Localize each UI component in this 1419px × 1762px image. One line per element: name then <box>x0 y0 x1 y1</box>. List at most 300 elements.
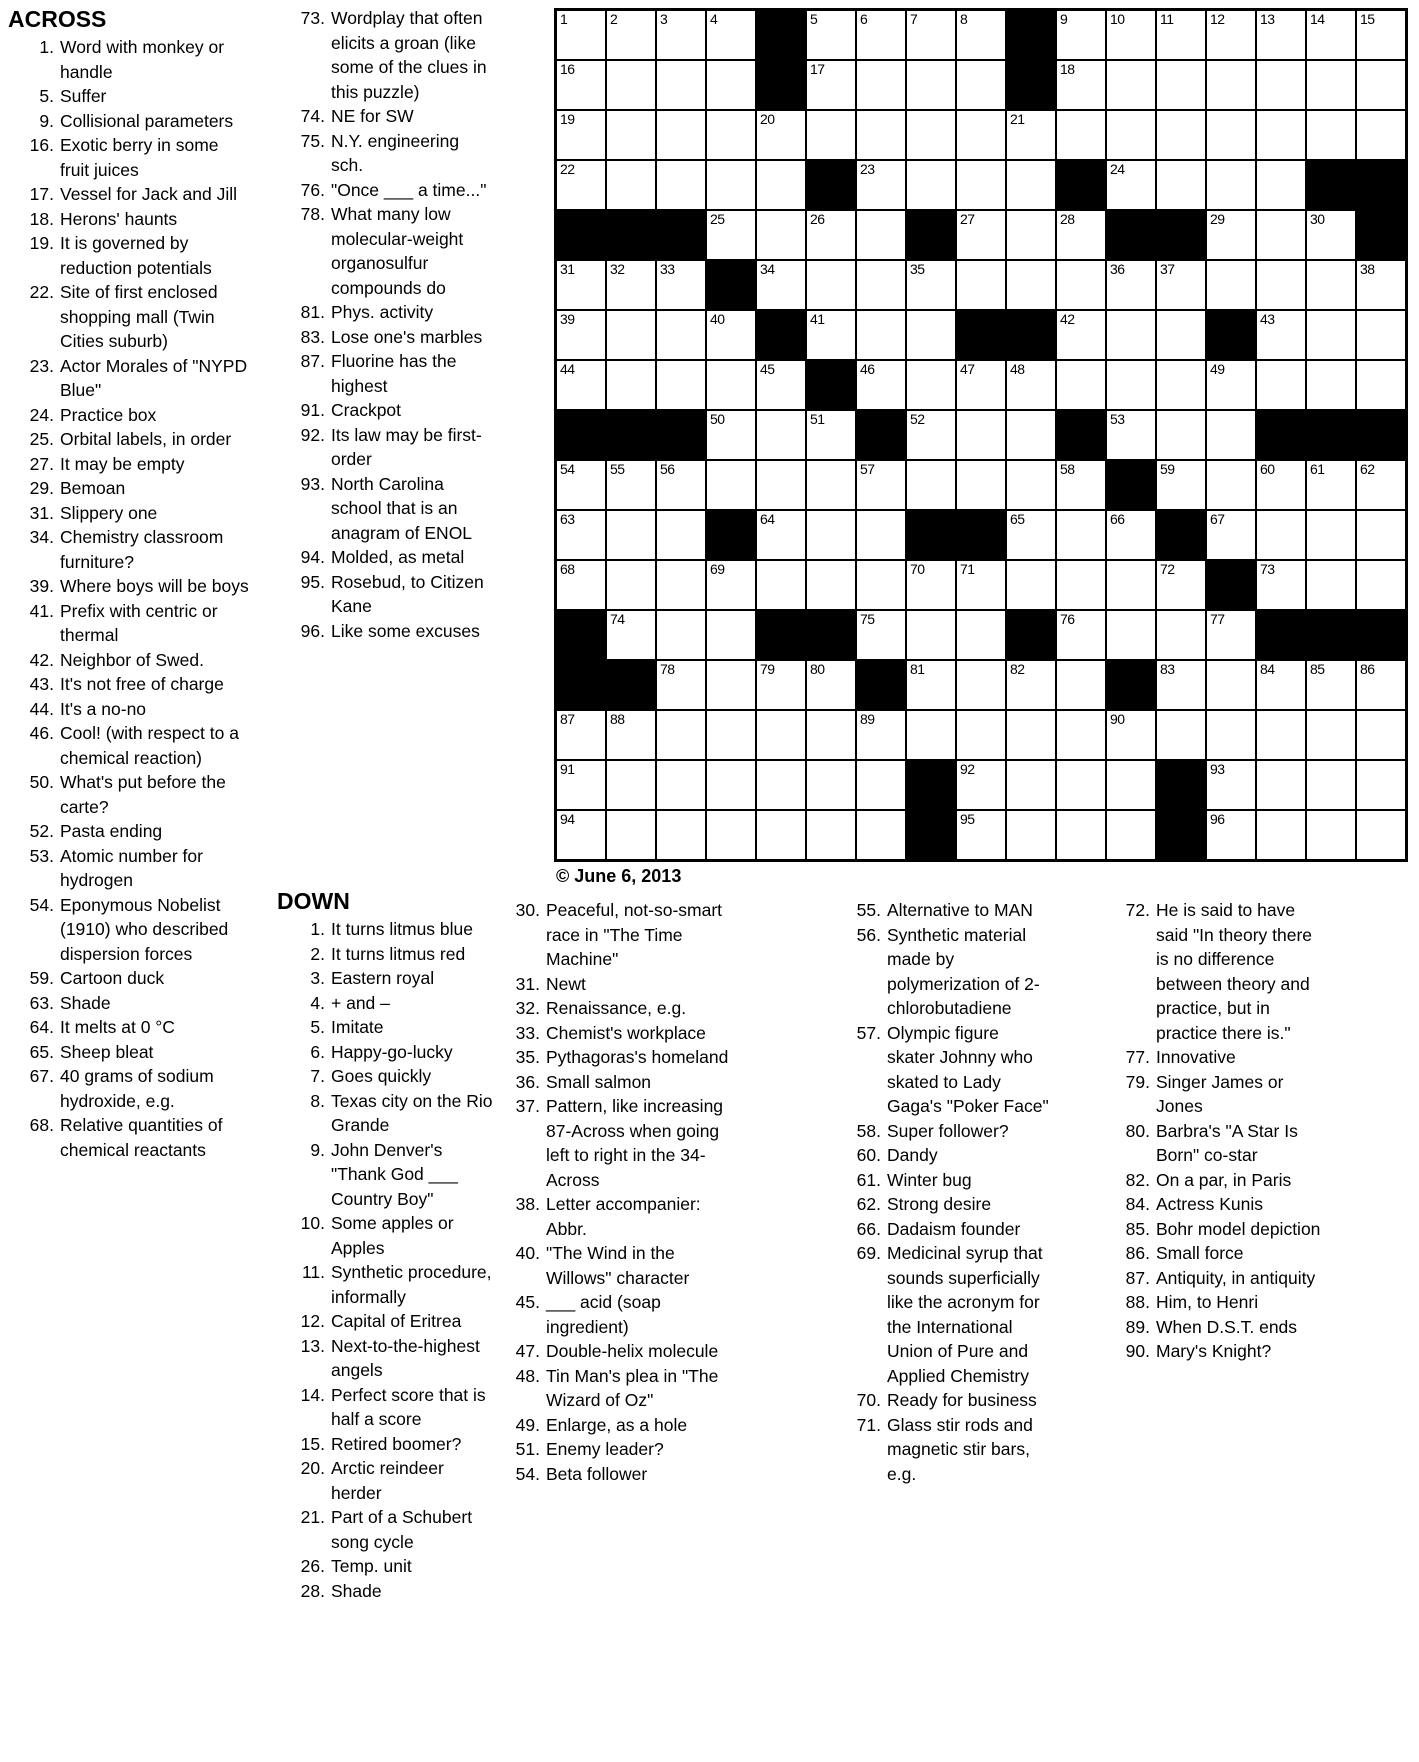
grid-cell[interactable] <box>956 10 1006 60</box>
grid-cell[interactable] <box>656 360 706 410</box>
grid-cell[interactable] <box>1256 660 1306 710</box>
grid-cell[interactable] <box>1156 310 1206 360</box>
grid-cell[interactable] <box>656 660 706 710</box>
grid-cell[interactable] <box>556 310 606 360</box>
grid-cell[interactable] <box>1206 810 1256 860</box>
grid-cell[interactable] <box>1106 110 1156 160</box>
grid-cell[interactable] <box>906 710 956 760</box>
cell-number: 53 <box>1110 411 1125 427</box>
grid-cell[interactable] <box>706 660 756 710</box>
grid-cell[interactable] <box>1256 360 1306 410</box>
grid-cell[interactable] <box>1006 360 1056 410</box>
grid-cell[interactable] <box>1056 110 1106 160</box>
clue-across-92 <box>277 423 493 472</box>
grid-cell[interactable] <box>1056 60 1106 110</box>
grid-cell[interactable] <box>956 260 1006 310</box>
grid-cell[interactable] <box>856 110 906 160</box>
clue-text: Fluorine has the highest <box>331 351 457 396</box>
grid-cell[interactable] <box>806 60 856 110</box>
clue-number: 45. <box>515 1292 540 1312</box>
grid-cell[interactable] <box>606 710 656 760</box>
grid-cell[interactable] <box>906 60 956 110</box>
grid-cell[interactable] <box>1256 810 1306 860</box>
grid-cell[interactable] <box>1056 610 1106 660</box>
grid-cell[interactable] <box>1356 760 1406 810</box>
grid-cell[interactable] <box>656 310 706 360</box>
grid-cell[interactable] <box>606 610 656 660</box>
grid-cell[interactable] <box>956 710 1006 760</box>
grid-cell[interactable] <box>756 360 806 410</box>
grid-cell[interactable] <box>1156 660 1206 710</box>
grid-cell[interactable] <box>1156 560 1206 610</box>
grid-cell[interactable] <box>1106 160 1156 210</box>
grid-cell[interactable] <box>756 260 806 310</box>
grid-cell[interactable] <box>1156 260 1206 310</box>
grid-cell[interactable] <box>1156 410 1206 460</box>
grid-cell[interactable] <box>656 260 706 310</box>
grid-cell[interactable] <box>1206 260 1256 310</box>
grid-cell[interactable] <box>606 560 656 610</box>
grid-cell[interactable] <box>1356 510 1406 560</box>
grid-cell[interactable] <box>1256 310 1306 360</box>
grid-cell[interactable] <box>1206 610 1256 660</box>
grid-cell[interactable] <box>1056 560 1106 610</box>
grid-cell[interactable] <box>1006 460 1056 510</box>
grid-cell[interactable] <box>856 260 906 310</box>
grid-cell[interactable] <box>1306 510 1356 560</box>
grid-cell[interactable] <box>1206 410 1256 460</box>
grid-cell[interactable] <box>1356 560 1406 610</box>
clue-text: Small salmon <box>546 1071 652 1092</box>
grid-cell[interactable] <box>1256 510 1306 560</box>
grid-cell[interactable] <box>756 210 806 260</box>
grid-cell[interactable] <box>556 560 606 610</box>
grid-cell[interactable] <box>956 60 1006 110</box>
grid-cell[interactable] <box>956 460 1006 510</box>
grid-cell[interactable] <box>656 560 706 610</box>
grid-cell[interactable] <box>606 310 656 360</box>
grid-cell[interactable] <box>956 560 1006 610</box>
grid-cell[interactable] <box>1256 160 1306 210</box>
grid-cell[interactable] <box>1056 210 1106 260</box>
grid-cell[interactable] <box>1106 710 1156 760</box>
grid-cell[interactable] <box>906 660 956 710</box>
clue-text: Beta follower <box>546 1463 648 1484</box>
grid-cell[interactable] <box>806 810 856 860</box>
grid-cell[interactable] <box>1006 260 1056 310</box>
grid-cell-black <box>1056 160 1106 210</box>
grid-cell[interactable] <box>706 610 756 660</box>
clue-text: Sheep bleat <box>60 1041 154 1062</box>
grid-cell[interactable] <box>1306 10 1356 60</box>
clue-number: 89. <box>1125 1316 1150 1337</box>
grid-cell[interactable] <box>1206 160 1256 210</box>
grid-cell[interactable] <box>856 510 906 560</box>
grid-cell[interactable] <box>656 610 706 660</box>
grid-cell[interactable] <box>856 610 906 660</box>
grid-cell[interactable] <box>1356 460 1406 510</box>
grid-cell[interactable] <box>556 160 606 210</box>
grid-cell[interactable] <box>606 460 656 510</box>
grid-cell[interactable] <box>1306 560 1356 610</box>
grid-cell[interactable] <box>1156 160 1206 210</box>
clue-across-81 <box>277 300 493 325</box>
grid-cell[interactable] <box>906 610 956 660</box>
clue-number: 44. <box>29 698 54 719</box>
grid-cell[interactable] <box>1056 260 1106 310</box>
grid-cell[interactable] <box>956 810 1006 860</box>
grid-cell[interactable] <box>856 310 906 360</box>
grid-cell[interactable] <box>1006 510 1056 560</box>
grid-cell[interactable] <box>806 410 856 460</box>
grid-cell[interactable] <box>1206 60 1256 110</box>
grid-cell[interactable] <box>1056 760 1106 810</box>
clue-number: 2. <box>310 943 325 964</box>
clue-text: It melts at 0 °C <box>60 1017 175 1037</box>
grid-cell[interactable] <box>806 510 856 560</box>
grid-cell[interactable] <box>1056 660 1106 710</box>
grid-cell[interactable] <box>706 360 756 410</box>
grid-cell[interactable] <box>1156 710 1206 760</box>
grid-cell[interactable] <box>1056 510 1106 560</box>
grid-cell[interactable] <box>656 760 706 810</box>
grid-cell[interactable] <box>906 360 956 410</box>
grid-cell[interactable] <box>856 60 906 110</box>
grid-cell[interactable] <box>1006 810 1056 860</box>
grid-cell-black <box>806 610 856 660</box>
grid-cell[interactable] <box>806 560 856 610</box>
grid-cell[interactable] <box>706 760 756 810</box>
grid-cell[interactable] <box>956 610 1006 660</box>
grid-cell[interactable] <box>556 760 606 810</box>
grid-cell[interactable] <box>1206 360 1256 410</box>
grid-cell[interactable] <box>1306 810 1356 860</box>
grid-cell[interactable] <box>756 660 806 710</box>
grid-cell[interactable] <box>706 160 756 210</box>
grid-cell[interactable] <box>1306 210 1356 260</box>
cell-number: 72 <box>1160 561 1175 577</box>
cell-number: 26 <box>810 211 825 227</box>
grid-cell[interactable] <box>1256 710 1306 760</box>
grid-cell[interactable] <box>606 360 656 410</box>
grid-cell[interactable] <box>1306 60 1356 110</box>
grid-cell-black <box>1356 610 1406 660</box>
grid-cell[interactable] <box>856 160 906 210</box>
grid-cell[interactable] <box>1356 360 1406 410</box>
grid-cell[interactable] <box>1356 310 1406 360</box>
cell-number: 39 <box>560 311 575 327</box>
grid-cell[interactable] <box>1156 10 1206 60</box>
grid-cell[interactable] <box>1256 260 1306 310</box>
clue-text: Neighbor of Swed. <box>60 649 204 670</box>
clue-text: Arctic reindeer herder <box>331 1458 444 1503</box>
grid-cell[interactable] <box>1306 460 1356 510</box>
grid-cell[interactable] <box>1256 10 1306 60</box>
grid-cell[interactable] <box>1006 410 1056 460</box>
grid-cell[interactable] <box>1356 60 1406 110</box>
grid-cell[interactable] <box>1056 810 1106 860</box>
grid-cell[interactable] <box>856 710 906 760</box>
grid-cell[interactable] <box>1356 710 1406 760</box>
grid-cell[interactable] <box>806 710 856 760</box>
grid-cell[interactable] <box>1156 110 1206 160</box>
grid-cell[interactable] <box>606 10 656 60</box>
clue-text: Molded, as metal <box>331 547 465 567</box>
grid-cell[interactable] <box>1206 110 1256 160</box>
grid-cell[interactable] <box>1206 710 1256 760</box>
grid-cell[interactable] <box>956 360 1006 410</box>
grid-cell[interactable] <box>706 460 756 510</box>
grid-cell[interactable] <box>1106 360 1156 410</box>
grid-cell[interactable] <box>656 810 706 860</box>
grid-cell[interactable] <box>606 60 656 110</box>
cell-number: 43 <box>1260 311 1275 327</box>
grid-cell[interactable] <box>606 160 656 210</box>
clue-text: Goes quickly <box>331 1066 432 1086</box>
grid-cell[interactable] <box>756 510 806 560</box>
grid-cell[interactable] <box>906 160 956 210</box>
grid-cell[interactable] <box>1306 660 1356 710</box>
grid-cell[interactable] <box>906 560 956 610</box>
grid-cell[interactable] <box>556 260 606 310</box>
grid-cell[interactable] <box>1206 660 1256 710</box>
grid-cell[interactable] <box>556 60 606 110</box>
grid-cell[interactable] <box>1006 660 1056 710</box>
cell-number: 21 <box>1010 111 1025 127</box>
grid-cell[interactable] <box>1356 810 1406 860</box>
grid-cell[interactable] <box>806 210 856 260</box>
grid-cell[interactable] <box>856 560 906 610</box>
grid-cell[interactable] <box>1306 710 1356 760</box>
grid-cell-black <box>756 610 806 660</box>
grid-cell[interactable] <box>1256 560 1306 610</box>
cell-number: 92 <box>960 761 975 777</box>
grid-cell[interactable] <box>1106 310 1156 360</box>
grid-cell[interactable] <box>856 360 906 410</box>
grid-cell[interactable] <box>806 460 856 510</box>
grid-cell[interactable] <box>706 410 756 460</box>
grid-cell[interactable] <box>1206 460 1256 510</box>
grid-cell[interactable] <box>1106 410 1156 460</box>
grid-cell-black <box>556 210 606 260</box>
grid-cell[interactable] <box>706 110 756 160</box>
grid-cell[interactable] <box>1256 460 1306 510</box>
grid-cell[interactable] <box>1106 10 1156 60</box>
grid-cell[interactable] <box>956 760 1006 810</box>
grid-cell[interactable] <box>706 710 756 760</box>
cell-number: 40 <box>710 311 725 327</box>
clue-down-69 <box>845 1241 1049 1388</box>
grid-cell[interactable] <box>806 760 856 810</box>
grid-cell[interactable] <box>856 760 906 810</box>
grid-cell[interactable] <box>1156 360 1206 410</box>
grid-cell[interactable] <box>706 60 756 110</box>
grid-cell[interactable] <box>1106 610 1156 660</box>
grid-cell[interactable] <box>606 110 656 160</box>
clue-text: Part of a Schubert song cycle <box>331 1507 473 1552</box>
grid-cell[interactable] <box>906 10 956 60</box>
grid-cell[interactable] <box>556 510 606 560</box>
grid-cell[interactable] <box>556 10 606 60</box>
grid-cell[interactable] <box>1356 660 1406 710</box>
clue-text: Phys. activity <box>331 302 434 322</box>
grid-cell[interactable] <box>606 510 656 560</box>
clue-text: Cartoon duck <box>60 968 165 988</box>
grid-cell[interactable] <box>1306 260 1356 310</box>
grid-cell[interactable] <box>956 210 1006 260</box>
clue-across-63 <box>8 991 250 1016</box>
grid-cell[interactable] <box>1006 710 1056 760</box>
grid-cell[interactable] <box>1106 560 1156 610</box>
clue-number: 48. <box>515 1365 540 1386</box>
grid-cell[interactable] <box>1356 260 1406 310</box>
clue-number: 90. <box>1125 1341 1150 1361</box>
grid-cell[interactable] <box>656 10 706 60</box>
grid-cell[interactable] <box>1056 460 1106 510</box>
grid-cell[interactable] <box>1006 760 1056 810</box>
grid-cell[interactable] <box>1156 610 1206 660</box>
grid-cell[interactable] <box>1006 110 1056 160</box>
cell-number: 35 <box>910 261 925 277</box>
grid-cell[interactable] <box>1306 760 1356 810</box>
grid-cell[interactable] <box>1256 60 1306 110</box>
grid-cell[interactable] <box>1206 510 1256 560</box>
clue-down-8 <box>277 1089 493 1138</box>
grid-cell[interactable] <box>1156 460 1206 510</box>
clue-number: 68. <box>29 1115 54 1135</box>
cell-number: 45 <box>760 361 775 377</box>
clue-text: Innovative <box>1156 1047 1236 1067</box>
clue-across-41 <box>8 599 250 648</box>
grid-cell[interactable] <box>756 810 806 860</box>
grid-cell[interactable] <box>556 460 606 510</box>
grid-cell[interactable] <box>806 310 856 360</box>
grid-cell[interactable] <box>1006 210 1056 260</box>
grid-cell[interactable] <box>1056 10 1106 60</box>
grid-cell[interactable] <box>956 110 1006 160</box>
clue-number: 52. <box>29 821 54 841</box>
clue-number: 49. <box>515 1414 540 1435</box>
grid-cell[interactable] <box>1006 160 1056 210</box>
grid-cell[interactable] <box>1356 10 1406 60</box>
clue-number: 34. <box>29 527 54 547</box>
grid-cell[interactable] <box>606 260 656 310</box>
grid-cell[interactable] <box>706 10 756 60</box>
grid-cell[interactable] <box>1006 560 1056 610</box>
grid-cell-black <box>806 360 856 410</box>
grid-cell[interactable] <box>1206 10 1256 60</box>
grid-cell[interactable] <box>1206 210 1256 260</box>
grid-cell[interactable] <box>656 460 706 510</box>
grid-cell[interactable] <box>556 360 606 410</box>
grid-cell[interactable] <box>756 110 806 160</box>
grid-cell[interactable] <box>1256 210 1306 260</box>
grid-cell[interactable] <box>1056 360 1106 410</box>
cell-number: 28 <box>1060 211 1075 227</box>
grid-cell[interactable] <box>1206 760 1256 810</box>
grid-cell[interactable] <box>856 460 906 510</box>
grid-cell[interactable] <box>656 60 706 110</box>
grid-cell[interactable] <box>856 10 906 60</box>
grid-cell[interactable] <box>806 660 856 710</box>
grid-cell[interactable] <box>656 110 706 160</box>
grid-cell[interactable] <box>1356 110 1406 160</box>
grid-cell[interactable] <box>1306 360 1356 410</box>
grid-cell[interactable] <box>856 810 906 860</box>
grid-cell[interactable] <box>806 110 856 160</box>
grid-cell[interactable] <box>756 160 806 210</box>
grid-cell[interactable] <box>806 260 856 310</box>
grid-cell[interactable] <box>606 810 656 860</box>
grid-cell[interactable] <box>756 560 806 610</box>
clue-number: 73. <box>300 8 325 28</box>
grid-cell[interactable] <box>656 160 706 210</box>
grid-cell[interactable] <box>1106 60 1156 110</box>
grid-cell[interactable] <box>956 160 1006 210</box>
grid-cell[interactable] <box>706 810 756 860</box>
clue-number: 40. <box>515 1243 540 1263</box>
grid-cell-black <box>806 160 856 210</box>
grid-cell[interactable] <box>706 560 756 610</box>
grid-cell[interactable] <box>1306 110 1356 160</box>
grid-cell[interactable] <box>1056 710 1106 760</box>
grid-cell[interactable] <box>556 110 606 160</box>
grid-cell[interactable] <box>906 410 956 460</box>
clue-text: Word with monkey or handle <box>60 37 225 82</box>
grid-cell[interactable] <box>856 210 906 260</box>
clue-across-50 <box>8 770 250 819</box>
grid-cell[interactable] <box>1056 310 1106 360</box>
grid-cell[interactable] <box>556 810 606 860</box>
grid-cell[interactable] <box>806 10 856 60</box>
clue-number: 8. <box>310 1090 325 1111</box>
grid-cell[interactable] <box>1106 810 1156 860</box>
grid-cell[interactable] <box>906 260 956 310</box>
grid-cell[interactable] <box>1106 760 1156 810</box>
grid-cell[interactable] <box>1156 60 1206 110</box>
clue-text: Alternative to MAN <box>887 900 1033 920</box>
clue-text: Slippery one <box>60 502 158 523</box>
grid-cell[interactable] <box>1106 510 1156 560</box>
grid-cell[interactable] <box>756 760 806 810</box>
grid-cell[interactable] <box>556 710 606 760</box>
clue-down-20 <box>277 1456 493 1505</box>
grid-cell[interactable] <box>956 410 1006 460</box>
grid-cell[interactable] <box>756 710 806 760</box>
grid-cell[interactable] <box>1306 310 1356 360</box>
grid-cell[interactable] <box>706 210 756 260</box>
cell-number: 27 <box>960 211 975 227</box>
grid-cell[interactable] <box>656 510 706 560</box>
cell-number: 66 <box>1110 511 1125 527</box>
cell-number: 74 <box>610 611 625 627</box>
grid-cell[interactable] <box>756 410 806 460</box>
clue-number: 79. <box>1125 1071 1150 1092</box>
grid-cell[interactable] <box>1256 760 1306 810</box>
grid-cell[interactable] <box>606 760 656 810</box>
cell-number: 4 <box>710 11 718 27</box>
grid-cell[interactable] <box>906 460 956 510</box>
grid-cell[interactable] <box>756 460 806 510</box>
grid-cell[interactable] <box>706 310 756 360</box>
grid-cell[interactable] <box>1106 260 1156 310</box>
grid-cell[interactable] <box>906 110 956 160</box>
clue-down-47 <box>502 1339 730 1364</box>
grid-cell[interactable] <box>906 310 956 360</box>
grid-cell[interactable] <box>1256 110 1306 160</box>
grid-cell[interactable] <box>956 660 1006 710</box>
grid-cell[interactable] <box>656 710 706 760</box>
